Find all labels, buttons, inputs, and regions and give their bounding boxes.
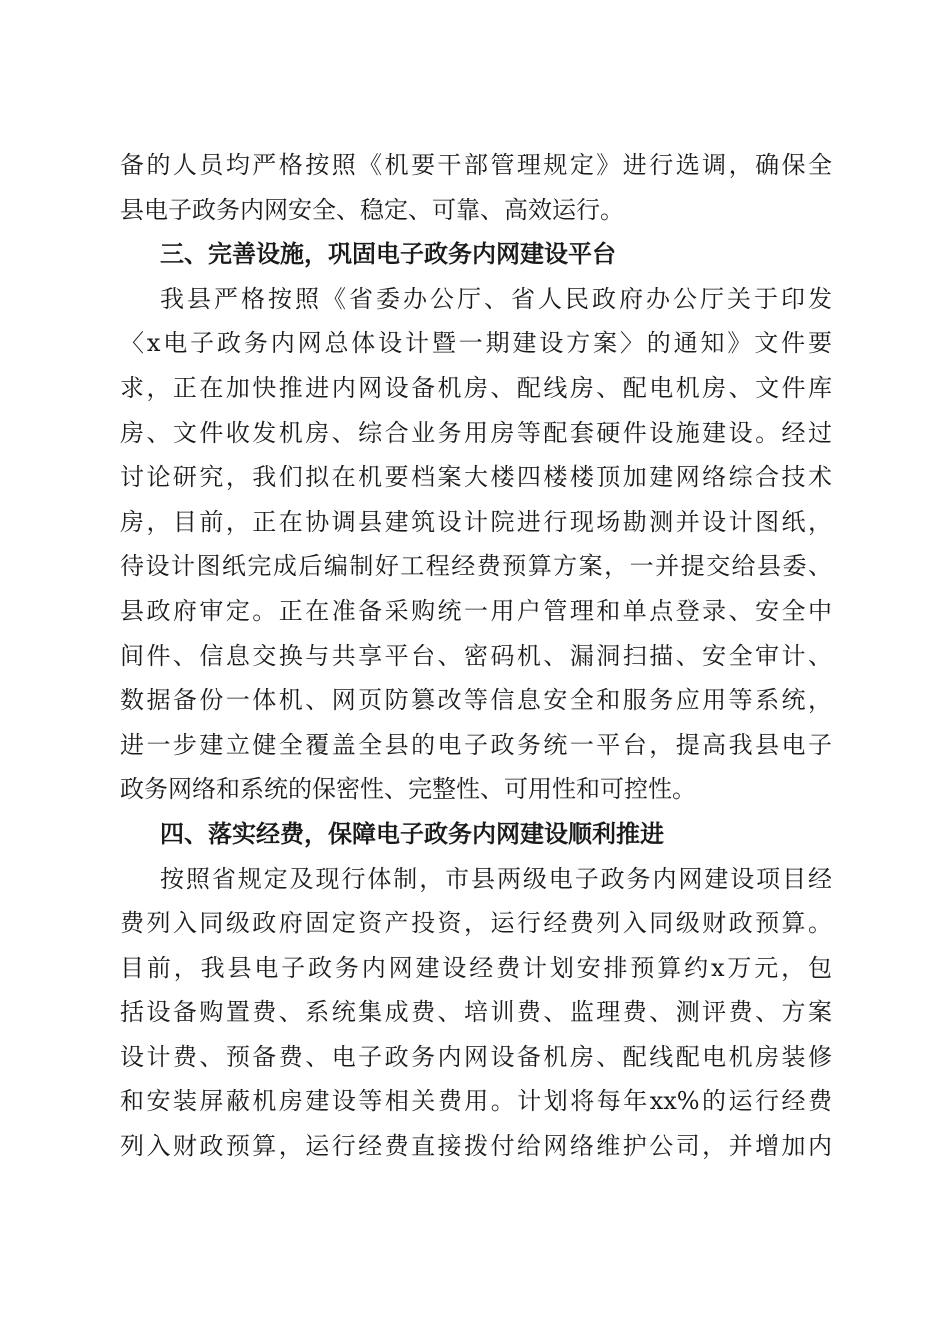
text-line: 讨论研究，我们拟在机要档案大楼四楼楼顶加建网络综合技术 [120, 463, 832, 492]
text-line: 县电子政务内网安全、稳定、可靠、高效运行。 [120, 195, 624, 224]
section-heading-4: 四、落实经费，保障电子政务内网建设顺利推进 [160, 819, 664, 848]
text-line: 进一步建立健全覆盖全县的电子政务统一平台，提高我县电子 [120, 730, 832, 759]
text-line: 我县严格按照《省委办公厅、省人民政府办公厅关于印发 [160, 284, 832, 313]
text-line: 目前，我县电子政务内网建设经费计划安排预算约x万元，包 [120, 953, 832, 982]
text-line: 设计费、预备费、电子政务内网设备机房、配线配电机房装修 [120, 1042, 832, 1071]
text-line: 房、文件收发机房、综合业务用房等配套硬件设施建设。经过 [120, 418, 832, 447]
text-line: 政务网络和系统的保密性、完整性、可用性和可控性。 [120, 775, 696, 804]
text-line: 和安装屏蔽机房建设等相关费用。计划将每年xx%的运行经费 [120, 1087, 832, 1116]
text-line: 费列入同级政府固定资产投资，运行经费列入同级财政预算。 [120, 909, 832, 938]
text-line: 房，目前，正在协调县建筑设计院进行现场勘测并设计图纸， [120, 507, 832, 536]
text-line: 间件、信息交换与共享平台、密码机、漏洞扫描、安全审计、 [120, 641, 832, 670]
text-line: 县政府审定。正在准备采购统一用户管理和单点登录、安全中 [120, 596, 832, 625]
text-line: 备的人员均严格按照《机要干部管理规定》进行选调，确保全 [120, 151, 832, 179]
document-body [120, 143, 832, 1169]
text-line: 数据备份一体机、网页防篡改等信息安全和服务应用等系统， [120, 686, 832, 715]
text-line: 求，正在加快推进内网设备机房、配线房、配电机房、文件库 [120, 373, 832, 402]
text-line: 列入财政预算，运行经费直接拨付给网络维护公司，并增加内 [120, 1132, 832, 1161]
text-line: 待设计图纸完成后编制好工程经费预算方案，一并提交给县委、 [120, 552, 832, 581]
text-line: 按照省规定及现行体制，市县两级电子政务内网建设项目经 [160, 864, 832, 893]
text-line: 括设备购置费、系统集成费、培训费、监理费、测评费、方案 [120, 998, 832, 1027]
section-heading-3: 三、完善设施，巩固电子政务内网建设平台 [160, 240, 616, 269]
text-line: 〈x电子政务内网总体设计暨一期建设方案〉的通知》文件要 [120, 329, 832, 358]
